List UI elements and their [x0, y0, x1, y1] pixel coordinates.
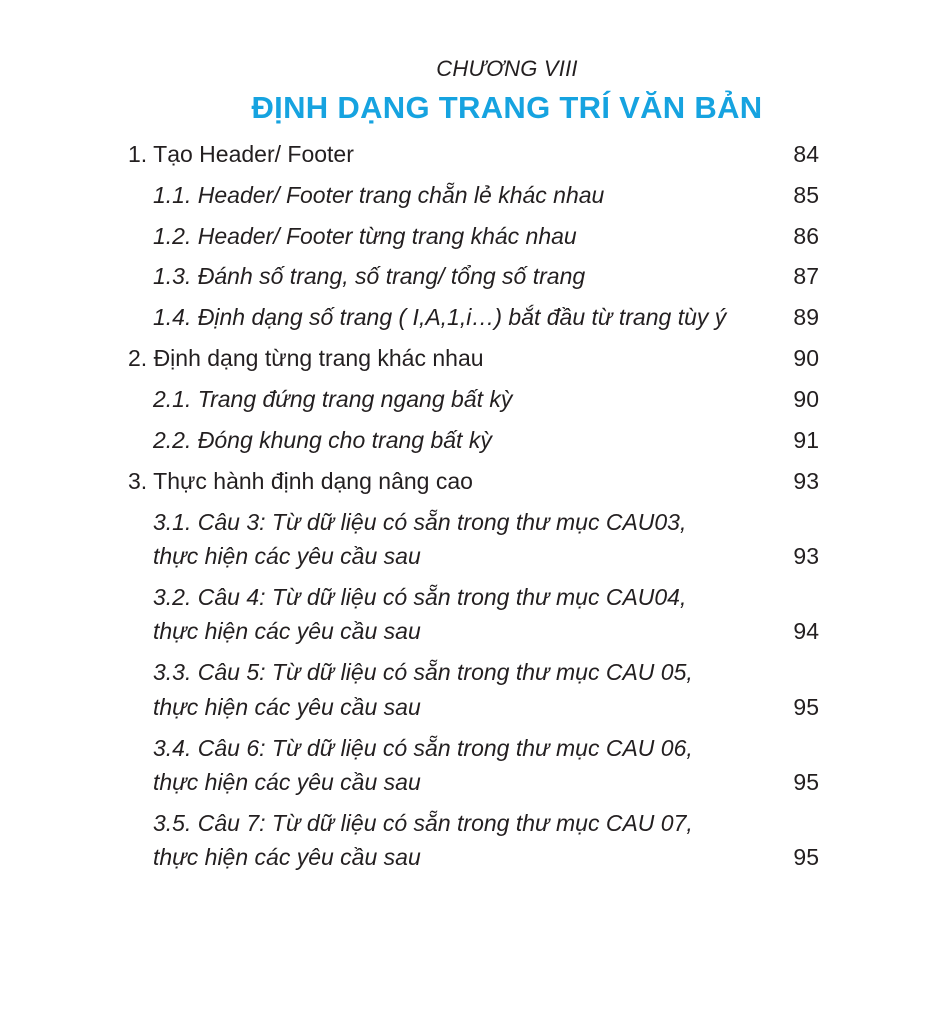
toc-subsection-3-3-continued: thực hiện các yêu cầu sau	[153, 694, 421, 720]
toc-page-number: 84	[793, 141, 819, 167]
toc-subsection-3-3: 3.3. Câu 5: Từ dữ liệu có sẵn trong thư mục CAU 05,	[153, 659, 693, 685]
toc-section-2: 2. Định dạng từng trang khác nhau	[128, 345, 484, 371]
toc-subsection-1-4: 1.4. Định dạng số trang ( I,A,1,i…) bắt đầu từ trang tùy ý	[153, 304, 727, 330]
toc-page-number: 95	[793, 694, 819, 720]
toc-subsection-1-2: 1.2. Header/ Footer từng trang khác nhau	[153, 223, 577, 249]
toc-page-number: 93	[793, 543, 819, 569]
toc-page-number: 95	[793, 769, 819, 795]
chapter-title: ĐỊNH DẠNG TRANG TRÍ VĂN BẢN	[251, 90, 763, 125]
toc-page-number: 95	[793, 844, 819, 870]
toc-subsection-3-1: 3.1. Câu 3: Từ dữ liệu có sẵn trong thư mục CAU03,	[153, 509, 687, 535]
toc-subsection-2-1: 2.1. Trang đứng trang ngang bất kỳ	[153, 386, 513, 412]
toc-page-number: 87	[793, 263, 819, 289]
toc-subsection-3-2: 3.2. Câu 4: Từ dữ liệu có sẵn trong thư mục CAU04,	[153, 584, 687, 610]
toc-subsection-3-1-continued: thực hiện các yêu cầu sau	[153, 543, 421, 569]
toc-page-number: 90	[793, 345, 819, 371]
toc-subsection-3-5-continued: thực hiện các yêu cầu sau	[153, 844, 421, 870]
toc-subsection-1-1: 1.1. Header/ Footer trang chẵn lẻ khác nhau	[153, 182, 605, 208]
toc-subsection-3-4: 3.4. Câu 6: Từ dữ liệu có sẵn trong thư mục CAU 06,	[153, 735, 693, 761]
toc-section-1: 1. Tạo Header/ Footer	[128, 141, 354, 167]
toc-subsection-1-3: 1.3. Đánh số trang, số trang/ tổng số trang	[153, 263, 586, 289]
chapter-label: CHƯƠNG VIII	[436, 56, 578, 81]
toc-subsection-3-2-continued: thực hiện các yêu cầu sau	[153, 618, 421, 644]
toc-page-number: 90	[793, 386, 819, 412]
toc-subsection-3-4-continued: thực hiện các yêu cầu sau	[153, 769, 421, 795]
toc-page-number: 94	[793, 618, 819, 644]
toc-page-number: 89	[793, 304, 819, 330]
toc-page-number: 86	[793, 223, 819, 249]
toc-page-number: 93	[793, 468, 819, 494]
toc-page-number: 91	[793, 427, 819, 453]
toc-subsection-2-2: 2.2. Đóng khung cho trang bất kỳ	[153, 427, 492, 453]
toc-page-number: 85	[793, 182, 819, 208]
toc-section-3: 3. Thực hành định dạng nâng cao	[128, 468, 473, 494]
toc-subsection-3-5: 3.5. Câu 7: Từ dữ liệu có sẵn trong thư mục CAU 07,	[153, 810, 693, 836]
